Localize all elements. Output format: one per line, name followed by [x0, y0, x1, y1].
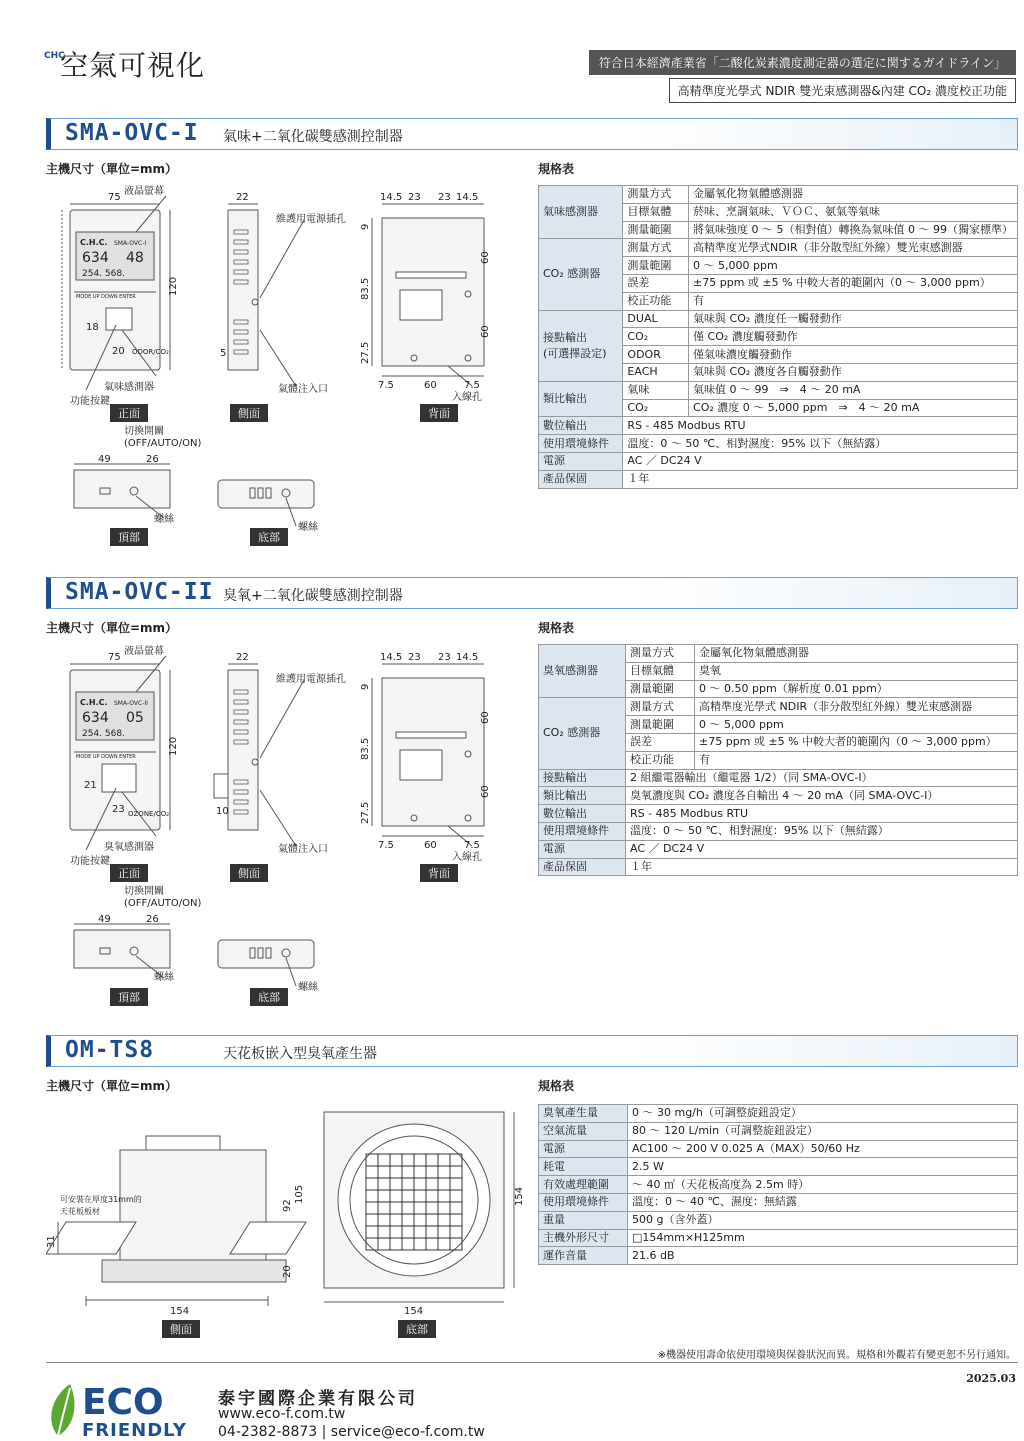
svg-text:可安裝在厚度31mm的: 可安裝在厚度31mm的 [60, 1195, 142, 1204]
spec-category: 運作音量 [539, 1247, 628, 1265]
spec-table-sma-ovc-i [538, 185, 1018, 489]
spec-row [539, 186, 1018, 204]
spec-item: CO₂ [623, 328, 689, 346]
spec-row [539, 858, 1018, 876]
svg-text:49: 49 [98, 454, 111, 465]
svg-text:7.5: 7.5 [378, 380, 394, 391]
spec-value: 溫度：0 ～ 40 ℃、濕度：無結露 [628, 1193, 1018, 1211]
svg-text:5: 5 [220, 348, 227, 359]
model-description: 臭氧+二氧化碳雙感測控制器 [223, 588, 403, 604]
view-label-bottom: 底部 [250, 988, 288, 1006]
svg-text:20: 20 [112, 346, 125, 357]
svg-text:634: 634 [82, 250, 109, 266]
spec-value: 21.6 dB [628, 1247, 1018, 1265]
dims-title: 主機尺寸（單位=mm） [46, 162, 178, 176]
spec-value: 高精準度光學式 NDIR（非分散型紅外線）雙光束感測器 [695, 698, 1018, 716]
spec-category: 電源 [539, 1140, 628, 1158]
spec-value: 氣味與 CO₂ 濃度各自觸發動作 [689, 363, 1018, 381]
spec-category: 電源 [539, 452, 623, 470]
spec-value: 0 ～ 5,000 ppm [695, 716, 1018, 734]
spec-category: CO₂ 感測器 [539, 239, 623, 310]
svg-text:60: 60 [480, 785, 491, 798]
view-label-top: 頂部 [110, 988, 148, 1006]
model-bar-sma-ovc-ii [46, 577, 1018, 609]
svg-text:9: 9 [360, 223, 371, 230]
spec-value: 氣味與 CO₂ 濃度任一觸發動作 [689, 310, 1018, 328]
svg-text:OZONE/CO₂: OZONE/CO₂ [128, 810, 170, 818]
svg-text:60: 60 [424, 840, 437, 851]
spec-table-sma-ovc-ii [538, 644, 1018, 876]
footer-note: ※機器使用壽命依使用環境與保養狀況而異。規格和外觀若有變更恕不另行通知。 [657, 1350, 1016, 1361]
svg-text:254. 568.: 254. 568. [82, 729, 125, 739]
spec-category: 類比輸出 [539, 381, 623, 417]
spec-value: 臭氧 [695, 662, 1018, 680]
spec-value: CO₂ 濃度 0 ～ 5,000 ppm ⇒ 4 ～ 20 mA [689, 399, 1018, 417]
spec-value: AC ／ DC24 V [623, 452, 1018, 470]
spec-row [539, 435, 1018, 453]
spec-row [539, 1140, 1018, 1158]
svg-text:維護用電源插孔: 維護用電源插孔 [276, 674, 346, 685]
spec-value: 有 [695, 751, 1018, 769]
spec-category: 使用環境條件 [539, 1193, 628, 1211]
view-label-side: 側面 [230, 864, 268, 882]
spec-category: 使用環境條件 [539, 822, 626, 840]
spec-row [539, 452, 1018, 470]
view-label-bottom: 底部 [250, 528, 288, 546]
dims-title: 主機尺寸（單位=mm） [46, 1079, 178, 1093]
svg-text:功能按鍵: 功能按鍵 [70, 856, 110, 867]
svg-text:27.5: 27.5 [360, 341, 371, 364]
svg-text:154: 154 [404, 1306, 424, 1317]
spec-row [539, 1158, 1018, 1176]
spec-table-om-ts8 [538, 1104, 1018, 1265]
svg-text:26: 26 [146, 914, 159, 925]
spec-category: 使用環境條件 [539, 435, 623, 453]
spec-value: 2 組繼電器輸出（繼電器 1/2）（同 SMA-OVC-I） [626, 769, 1018, 787]
svg-text:634: 634 [82, 710, 109, 726]
om-ts8-drawings [46, 1100, 536, 1320]
svg-text:60: 60 [424, 380, 437, 391]
spec-value: 溫度：0 ～ 50 ℃、相對濕度：95% 以下（無結露） [623, 435, 1018, 453]
spec-row [539, 769, 1018, 787]
spec-item: DUAL [623, 310, 689, 328]
svg-text:23: 23 [112, 804, 125, 815]
footer-divider [46, 1362, 1018, 1363]
svg-text:49: 49 [98, 914, 111, 925]
company-name: 泰宇國際企業有限公司 [218, 1389, 418, 1409]
svg-text:75: 75 [108, 192, 121, 203]
spec-value: RS - 485 Modbus RTU [626, 805, 1018, 823]
spec-row [539, 698, 1018, 716]
svg-text:ODOR/CO₂: ODOR/CO₂ [132, 348, 169, 356]
svg-text:(OFF/AUTO/ON): (OFF/AUTO/ON) [124, 898, 202, 909]
website-link[interactable]: www.eco-f.com.tw [218, 1406, 346, 1422]
sma-ovc-ii-drawings [46, 640, 506, 1010]
contact-info: 04-2382-8873 | service@eco-f.com.tw [218, 1424, 485, 1440]
spec-category: 耗電 [539, 1158, 628, 1176]
model-bar-om-ts8 [46, 1035, 1018, 1067]
spec-row [539, 1193, 1018, 1211]
spec-value: 0 ～ 5,000 ppm [689, 257, 1018, 275]
svg-text:螺絲: 螺絲 [154, 972, 174, 983]
spec-category: 數位輸出 [539, 805, 626, 823]
spec-value: 500 g（含外蓋） [628, 1211, 1018, 1229]
spec-value: ±75 ppm 或 ±5 % 中較大者的範圍內（0 ～ 3,000 ppm） [689, 274, 1018, 292]
spec-row [539, 822, 1018, 840]
svg-text:SMA-OVC-I: SMA-OVC-I [114, 240, 147, 247]
model-name: SMA-OVC-II [65, 579, 214, 605]
svg-text:48: 48 [126, 250, 144, 266]
model-name: OM-TS8 [65, 1037, 155, 1063]
spec-value: AC ／ DC24 V [626, 840, 1018, 858]
svg-text:105: 105 [294, 1184, 305, 1204]
brand-mark: CHC [44, 51, 65, 61]
sma-ovc-i-drawings [46, 180, 506, 550]
svg-text:MODE UP DOWN ENTER: MODE UP DOWN ENTER [76, 294, 136, 300]
svg-text:21: 21 [84, 780, 97, 791]
svg-text:20: 20 [282, 1265, 293, 1278]
spec-item: 目標氣體 [626, 662, 695, 680]
svg-text:切換開關: 切換開關 [124, 426, 164, 437]
leaf-icon [51, 1384, 74, 1436]
svg-text:05: 05 [126, 710, 144, 726]
svg-text:7.5: 7.5 [378, 840, 394, 851]
svg-text:120: 120 [168, 276, 179, 296]
spec-item: 測量範圍 [623, 221, 689, 239]
spec-row [539, 1247, 1018, 1265]
svg-text:154: 154 [514, 1186, 525, 1206]
spec-category: 氣味感測器 [539, 186, 623, 239]
svg-text:7.5: 7.5 [464, 840, 480, 851]
svg-text:(OFF/AUTO/ON): (OFF/AUTO/ON) [124, 438, 202, 449]
svg-text:154: 154 [170, 1306, 190, 1317]
spec-row [539, 1176, 1018, 1194]
spec-category: 有效處理範圍 [539, 1176, 628, 1194]
svg-text:31: 31 [46, 1235, 57, 1248]
label-gas-inlet: 氣體注入口 [278, 384, 328, 395]
spec-value: 2.5 W [628, 1158, 1018, 1176]
page-title: 空氣可視化 [60, 49, 206, 82]
svg-text:入線孔: 入線孔 [452, 852, 482, 863]
spec-value: □154mm×H125mm [628, 1229, 1018, 1247]
spec-title: 規格表 [538, 162, 575, 176]
svg-text:螺絲: 螺絲 [298, 982, 318, 993]
spec-category: 臭氧產生量 [539, 1105, 628, 1123]
spec-value: 0 ～ 30 mg/h（可調整旋鈕設定） [628, 1105, 1018, 1123]
eco-friendly-logo [44, 1378, 214, 1440]
spec-value: 80 ～ 120 L/min（可調整旋鈕設定） [628, 1122, 1018, 1140]
spec-row [539, 840, 1018, 858]
spec-category: 接點輸出 [539, 769, 626, 787]
spec-value: AC100 ～ 200 V 0.025 A（MAX）50/60 Hz [628, 1140, 1018, 1158]
guideline-banner: 符合日本經濟產業省「二酸化炭素濃度測定器の選定に関するガイドライン」 [589, 50, 1016, 75]
svg-text:23: 23 [438, 192, 451, 203]
svg-text:22: 22 [236, 652, 249, 663]
spec-item: 測量範圍 [623, 257, 689, 275]
spec-row [539, 381, 1018, 399]
spec-row [539, 1122, 1018, 1140]
view-label-bottom: 底部 [398, 1320, 436, 1338]
spec-title: 規格表 [538, 621, 575, 635]
spec-value: 菸味、烹調氣味、ＶＯＣ、氨氣等氣味 [689, 203, 1018, 221]
svg-text:26: 26 [146, 454, 159, 465]
svg-text:23: 23 [438, 652, 451, 663]
spec-item: ODOR [623, 346, 689, 364]
spec-item: 測量方式 [626, 645, 695, 663]
svg-text:83.5: 83.5 [360, 277, 371, 300]
spec-row [539, 805, 1018, 823]
svg-text:9: 9 [360, 683, 371, 690]
spec-value: 0 ～ 0.50 ppm（解析度 0.01 ppm） [695, 680, 1018, 698]
svg-text:60: 60 [480, 325, 491, 338]
svg-text:SMA-OVC-II: SMA-OVC-II [114, 700, 148, 707]
svg-text:14.5: 14.5 [380, 652, 403, 663]
spec-item: 目標氣體 [623, 203, 689, 221]
svg-text:螺絲: 螺絲 [154, 514, 174, 525]
label-func-button: 功能按鍵 [70, 396, 110, 407]
svg-text:14.5: 14.5 [456, 652, 479, 663]
spec-item: CO₂ [623, 399, 689, 417]
svg-text:120: 120 [168, 736, 179, 756]
svg-text:27.5: 27.5 [360, 801, 371, 824]
svg-text:23: 23 [408, 192, 421, 203]
spec-value: ±75 ppm 或 ±5 % 中較大者的範圍內（0 ～ 3,000 ppm） [695, 733, 1018, 751]
model-name: SMA-OVC-I [65, 120, 199, 146]
spec-value: RS - 485 Modbus RTU [623, 417, 1018, 435]
spec-row [539, 1229, 1018, 1247]
model-description: 天花板嵌入型臭氧產生器 [223, 1046, 377, 1062]
view-label-side: 側面 [162, 1320, 200, 1338]
spec-category: 數位輸出 [539, 417, 623, 435]
svg-text:C.H.C.: C.H.C. [80, 238, 108, 247]
svg-text:10: 10 [216, 806, 229, 817]
spec-value: 溫度：0 ～ 50 ℃、相對濕度：95% 以下（無結露） [626, 822, 1018, 840]
model-description: 氣味+二氧化碳雙感測控制器 [223, 129, 403, 145]
spec-item: 測量範圍 [626, 680, 695, 698]
view-label-side: 側面 [230, 404, 268, 422]
svg-text:60: 60 [480, 251, 491, 264]
spec-item: 測量方式 [623, 239, 689, 257]
spec-category: 重量 [539, 1211, 628, 1229]
svg-text:75: 75 [108, 652, 121, 663]
spec-row [539, 787, 1018, 805]
svg-text:切換開關: 切換開關 [124, 886, 164, 897]
spec-value: 氣味值 0 ～ 99 ⇒ 4 ～ 20 mA [689, 381, 1018, 399]
spec-category: 主機外形尺寸 [539, 1229, 628, 1247]
spec-value: 僅 CO₂ 濃度觸發動作 [689, 328, 1018, 346]
spec-row [539, 417, 1018, 435]
spec-value: 臭氧濃度與 CO₂ 濃度各自輸出 4 ～ 20 mA（同 SMA-OVC-I） [626, 787, 1018, 805]
spec-category: 接點輸出 (可選擇設定) [539, 310, 623, 381]
spec-value: 金屬氧化物氣體感測器 [695, 645, 1018, 663]
spec-category: 臭氧感測器 [539, 645, 626, 698]
svg-text:14.5: 14.5 [380, 192, 403, 203]
spec-value: １年 [623, 470, 1018, 488]
spec-item: 氣味 [623, 381, 689, 399]
spec-value: ～ 40 ㎡（天花板高度為 2.5m 時） [628, 1176, 1018, 1194]
spec-value: １年 [626, 858, 1018, 876]
label-lcd: 液晶螢幕 [124, 186, 164, 197]
sensor-feature-banner: 高精準度光學式 NDIR 雙光束感測器&內建 CO₂ 濃度校正功能 [669, 78, 1016, 103]
spec-item: 測量方式 [623, 186, 689, 204]
svg-text:MODE UP DOWN ENTER: MODE UP DOWN ENTER [76, 754, 136, 760]
spec-value: 高精準度光學式NDIR（非分散型紅外線）雙光束感測器 [689, 239, 1018, 257]
view-label-front: 正面 [110, 864, 148, 882]
svg-text:14.5: 14.5 [456, 192, 479, 203]
spec-category: 類比輸出 [539, 787, 626, 805]
spec-category: 產品保固 [539, 858, 626, 876]
label-sensor: 氣味感測器 [104, 382, 154, 393]
svg-text:60: 60 [480, 711, 491, 724]
spec-row [539, 239, 1018, 257]
spec-item: 測量方式 [626, 698, 695, 716]
label-intake: 入線孔 [452, 392, 482, 403]
publish-date: 2025.03 [966, 1372, 1016, 1385]
view-label-back: 背面 [420, 864, 458, 882]
label-plug: 維護用電源插孔 [276, 214, 346, 225]
spec-category: 產品保固 [539, 470, 623, 488]
spec-item: EACH [623, 363, 689, 381]
dims-title: 主機尺寸（單位=mm） [46, 621, 178, 635]
spec-row [539, 645, 1018, 663]
spec-item: 誤差 [626, 733, 695, 751]
svg-text:氣體注入口: 氣體注入口 [278, 844, 328, 855]
svg-text:液晶螢幕: 液晶螢幕 [124, 646, 164, 657]
spec-row [539, 310, 1018, 328]
spec-item: 誤差 [623, 274, 689, 292]
spec-category: 空氣流量 [539, 1122, 628, 1140]
svg-text:254. 568.: 254. 568. [82, 269, 125, 279]
spec-value: 僅氣味濃度觸發動作 [689, 346, 1018, 364]
svg-text:7.5: 7.5 [464, 380, 480, 391]
svg-text:臭氧感測器: 臭氧感測器 [104, 842, 154, 853]
spec-item: 校正功能 [626, 751, 695, 769]
spec-value: 將氣味強度 0 ～ 5（相對值）轉換為氣味值 0 ～ 99（獨家標準） [689, 221, 1018, 239]
view-label-top: 頂部 [110, 528, 148, 546]
spec-title: 規格表 [538, 1079, 575, 1093]
spec-category: CO₂ 感測器 [539, 698, 626, 769]
spec-item: 校正功能 [623, 292, 689, 310]
svg-text:天花板板材: 天花板板材 [60, 1207, 100, 1216]
spec-row [539, 1105, 1018, 1123]
svg-text:92: 92 [282, 1199, 293, 1212]
spec-value: 有 [689, 292, 1018, 310]
svg-text:FRIENDLY: FRIENDLY [82, 1420, 187, 1440]
svg-text:ECO: ECO [82, 1382, 164, 1423]
svg-text:83.5: 83.5 [360, 737, 371, 760]
svg-text:18: 18 [86, 322, 99, 333]
view-label-back: 背面 [420, 404, 458, 422]
spec-value: 金屬氧化物氣體感測器 [689, 186, 1018, 204]
spec-item: 測量範圍 [626, 716, 695, 734]
svg-text:螺絲: 螺絲 [298, 522, 318, 533]
model-bar-sma-ovc-i [46, 118, 1018, 150]
view-label-front: 正面 [110, 404, 148, 422]
spec-category: 電源 [539, 840, 626, 858]
spec-row [539, 470, 1018, 488]
svg-text:C.H.C.: C.H.C. [80, 698, 108, 707]
spec-row [539, 1211, 1018, 1229]
svg-text:23: 23 [408, 652, 421, 663]
svg-text:22: 22 [236, 192, 249, 203]
